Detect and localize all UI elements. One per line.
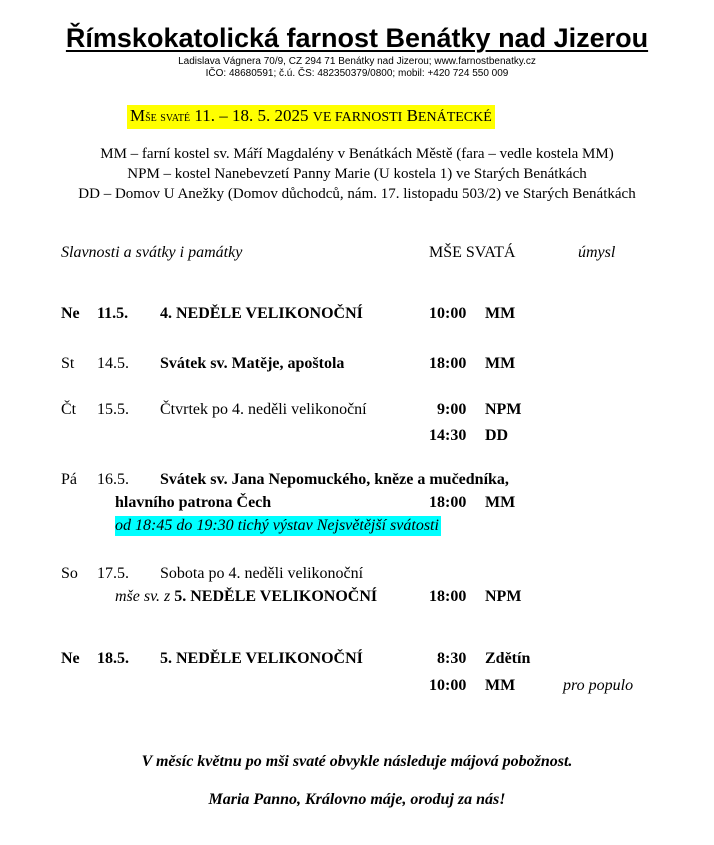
mass-place: NPM [485,401,522,418]
mass-time: 10:00 [429,305,467,322]
legend-dd: DD – Domov U Anežky (Domov důchodců, nám. 17. listopadu 503/2) ve Starých Benátkách [78,186,636,202]
date-label: 15.5. [97,401,129,418]
day-label: Čt [61,401,77,418]
adoration-note: od 18:45 do 19:30 tichý výstav Nejsvětější svátosti [115,517,439,534]
day-label: So [61,565,78,582]
mass-place: DD [485,427,509,444]
mass-intention: pro populo [563,677,634,694]
feast-name: Svátek sv. Jana Nepomuckého, kněze a mučedníka, [160,471,509,488]
mass-time: 9:00 [437,401,467,418]
feast-name: 5. NEDĚLE VELIKONOČNÍ [160,650,363,667]
column-mass: MŠE SVATÁ [429,244,516,261]
day-label: St [61,355,75,372]
footer-prayer: Maria Panno, Královno máje, oroduj za nás! [208,791,506,808]
feast-name: Sobota po 4. neděli velikonoční [160,565,364,582]
mass-place: MM [485,494,516,511]
feast-name-continued: hlavního patrona Čech [115,494,272,511]
column-feasts: Slavnosti a svátky i památky [61,244,243,261]
mass-time: 14:30 [429,427,467,444]
feast-name: 4. NEDĚLE VELIKONOČNÍ [160,305,363,322]
mass-place: MM [485,677,516,694]
contact-line: IČO: 48680591; č.ú. ČS: 482350379/0800; mobil: +420 724 550 009 [205,68,509,79]
day-label: Ne [61,650,80,667]
mass-time: 10:00 [429,677,467,694]
mass-time: 8:30 [437,650,467,667]
day-label: Ne [61,305,80,322]
legend-npm: NPM – kostel Nanebevzetí Panny Marie (U kostela 1) ve Starých Benátkách [127,166,587,182]
mass-place: MM [485,305,516,322]
mass-place: MM [485,355,516,372]
feast-name: Čtvrtek po 4. neděli velikonoční [160,401,367,418]
mass-time: 18:00 [429,355,467,372]
footer-note: V měsíc květnu po mši svaté obvykle následuje májová pobožnost. [141,753,573,770]
legend-mm: MM – farní kostel sv. Máří Magdalény v Benátkách Městě (fara – vedle kostela MM) [100,146,614,162]
parish-title: Římskokatolická farnost Benátky nad Jizerou [65,23,649,53]
date-label: 11.5. [97,305,129,322]
mass-place: NPM [485,588,522,605]
schedule-heading: Mše svaté 11. – 18. 5. 2025 VE FARNOSTI BENÁTECKÉ [127,105,495,129]
mass-place: Zdětín [485,650,531,667]
address-line: Ladislava Vágnera 70/9, CZ 294 71 Benátky nad Jizerou; www.farnostbenatky.cz [178,56,536,67]
date-label: 16.5. [97,471,129,488]
day-label: Pá [61,471,77,488]
date-label: 18.5. [97,650,129,667]
date-label: 14.5. [97,355,129,372]
mass-time: 18:00 [429,494,467,511]
mass-time: 18:00 [429,588,467,605]
feast-name: Svátek sv. Matěje, apoštola [160,355,345,372]
anticipated-mass-note: mše sv. z 5. NEDĚLE VELIKONOČNÍ [115,588,378,605]
date-label: 17.5. [97,565,129,582]
column-intention: úmysl [578,244,616,261]
